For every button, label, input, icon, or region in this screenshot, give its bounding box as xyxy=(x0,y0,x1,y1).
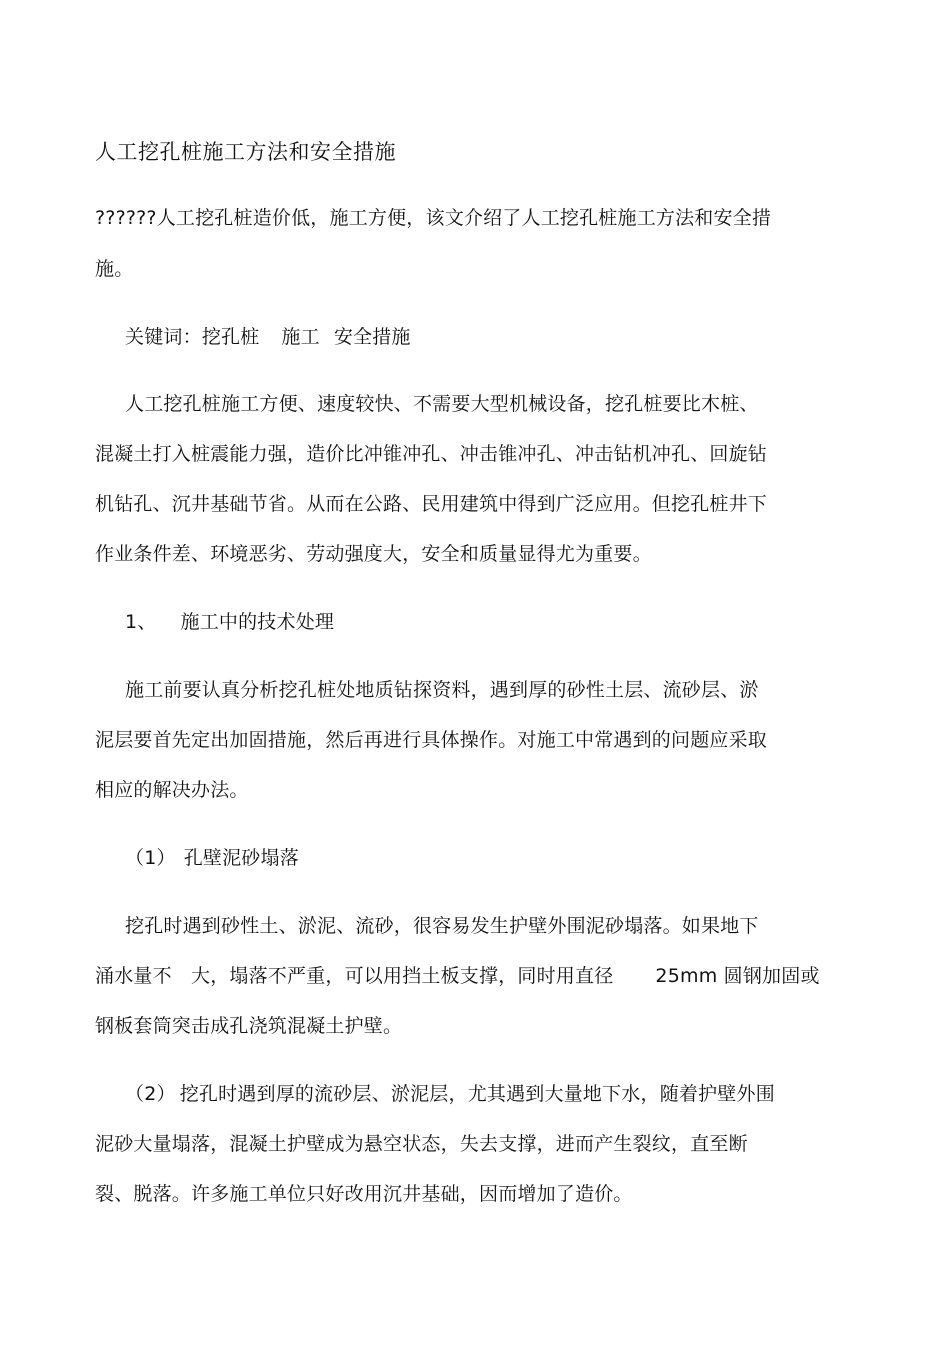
abstract-line-1: ??????人工挖孔桩造价低，施工方便，该文介绍了人工挖孔桩施工方法和安全措 xyxy=(95,207,772,229)
subsection-1-para-line-3: 钢板套筒突击成孔浇筑混凝土护壁。 xyxy=(95,1015,403,1037)
subsection-1-title: 孔壁泥砂塌落 xyxy=(183,847,299,869)
abstract-line-2: 施。 xyxy=(95,258,134,280)
document-title: 人工挖孔桩施工方法和安全措施 xyxy=(95,140,396,164)
subsection-2-line-3: 裂、脱落。许多施工单位只好改用沉井基础，因而增加了造价。 xyxy=(95,1183,633,1205)
subsection-2-line-2: 泥砂大量塌落，混凝土护壁成为悬空状态，失去支撑，进而产生裂纹，直至断 xyxy=(95,1133,748,1155)
intro-line-3: 机钻孔、沉井基础节省。从而在公路、民用建筑中得到广泛应用。但挖孔桩井下 xyxy=(95,493,768,515)
section-1-title: 施工中的技术处理 xyxy=(180,611,335,633)
subsection-1-number: （1） xyxy=(125,847,176,869)
section-1-heading xyxy=(125,610,334,634)
subsection-1-para-line-2-b: 25mm 圆钢加固或 xyxy=(655,965,820,987)
subsection-1-para-line-2 xyxy=(95,964,820,988)
intro-line-2: 混凝土打入桩震能力强，造价比冲锥冲孔、冲击锥冲孔、冲击钻机冲孔、回旋钻 xyxy=(95,443,768,465)
section-1-para-line-3: 相应的解决办法。 xyxy=(95,779,249,801)
subsection-1-heading xyxy=(125,846,299,870)
subsection-1-para-line-1: 挖孔时遇到砂性土、淤泥、流砂，很容易发生护壁外围泥砂塌落。如果地下 xyxy=(125,915,759,937)
subsection-2-line-1 xyxy=(125,1082,775,1106)
keyword-1: 挖孔桩 xyxy=(201,326,260,348)
section-1-para-line-1: 施工前要认真分析挖孔桩处地质钻探资料，遇到厚的砂性土层、流砂层、淤 xyxy=(125,679,759,701)
intro-line-1: 人工挖孔桩施工方便、速度较快、不需要大型机械设备，挖孔桩要比木桩、 xyxy=(125,393,759,415)
keyword-3: 安全措施 xyxy=(333,326,411,348)
keyword-2: 施工 xyxy=(281,326,320,348)
section-1-para-line-2: 泥层要首先定出加固措施，然后再进行具体操作。对施工中常遇到的问题应采取 xyxy=(95,729,768,751)
subsection-1-para-line-2-a: 涌水量不 大，塌落不严重，可以用挡土板支撑，同时用直径 xyxy=(95,965,614,987)
intro-line-4: 作业条件差、环境恶劣、劳动强度大，安全和质量显得尤为重要。 xyxy=(95,543,652,565)
subsection-2-text-1: 挖孔时遇到厚的流砂层、淤泥层，尤其遇到大量地下水，随着护壁外围 xyxy=(179,1083,775,1105)
subsection-2-number: （2） xyxy=(125,1083,176,1105)
section-1-number: 1、 xyxy=(125,611,157,633)
keywords-line xyxy=(125,325,411,349)
keywords-label: 关键词： xyxy=(125,326,202,348)
